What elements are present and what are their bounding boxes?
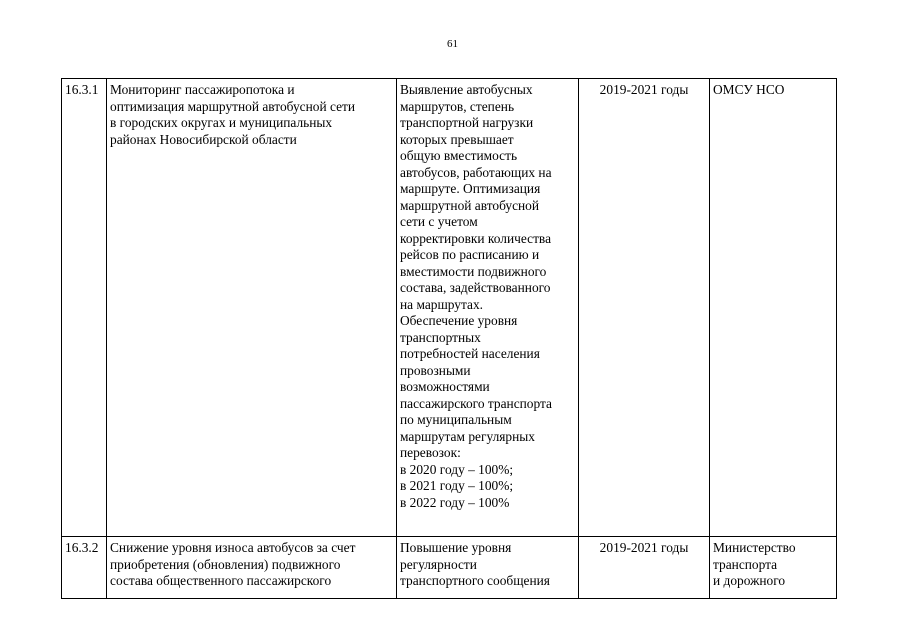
text-line: в 2022 году – 100% [400, 494, 510, 510]
text-line: которых превышает [400, 131, 514, 147]
text-line: провозными [400, 362, 471, 378]
text-line: общую вместимость [400, 148, 518, 163]
page-number: 61 [447, 38, 458, 50]
text-line: ОМСУ НСО [713, 82, 785, 97]
text-line: Обеспечение уровня [400, 313, 518, 328]
row-number: 16.3.1 [62, 79, 107, 537]
text-line: состава, задействованного [400, 280, 551, 295]
text-line: вместимости подвижного [400, 263, 547, 279]
text-line: корректировки количества [400, 230, 552, 246]
text-line: приобретения (обновления) подвижного [110, 556, 341, 572]
plan-table [61, 78, 837, 599]
text-line: сети с учетом [400, 214, 478, 229]
text-line: в 2020 году – 100%; [400, 461, 514, 477]
text-line: маршрутов, степень [400, 98, 515, 114]
text-line: и дорожного [713, 573, 786, 588]
result-cell [397, 79, 579, 537]
text-line: Министерство [713, 540, 796, 555]
text-line: транспорта [713, 556, 778, 572]
text-line: оптимизация маршрутной автобусной сети [110, 98, 356, 114]
table-row [62, 537, 837, 599]
result-cell [397, 537, 579, 599]
text-line: Мониторинг пассажиропотока и [110, 82, 295, 97]
text-line: пассажирского транспорта [400, 395, 552, 411]
text-line: по муниципальным [400, 412, 512, 427]
text-line: маршрутам регулярных [400, 428, 535, 444]
text-line: транспортных [400, 329, 481, 345]
period-cell: 2019-2021 годы [579, 79, 710, 537]
text-line: маршруте. Оптимизация [400, 181, 541, 196]
executor-cell [710, 79, 837, 537]
text-line: возможностями [400, 379, 490, 394]
text-line: регулярности [400, 556, 477, 572]
text-line: автобусов, работающих на [400, 164, 552, 180]
text-line: в городских округах и муниципальных [110, 115, 333, 130]
activity-cell [107, 537, 397, 599]
text-line: маршрутной автобусной [400, 197, 540, 213]
table-row [62, 79, 837, 537]
text-line: Снижение уровня износа автобусов за счет [110, 540, 356, 555]
text-line: Повышение уровня [400, 540, 512, 555]
text-line: транспортного сообщения [400, 573, 550, 588]
row-number: 16.3.2 [62, 537, 107, 599]
text-line: рейсов по расписанию и [400, 247, 540, 262]
text-line: транспортной нагрузки [400, 115, 534, 130]
text-line: состава общественного пассажирского [110, 573, 332, 588]
text-line: перевозок: [400, 445, 461, 460]
text-line: потребностей населения [400, 346, 540, 361]
period-cell: 2019-2021 годы [579, 537, 710, 599]
text-line: районах Новосибирской области [110, 131, 297, 147]
text-line: в 2021 году – 100%; [400, 478, 514, 493]
activity-cell [107, 79, 397, 537]
text-line: Выявление автобусных [400, 82, 533, 97]
executor-cell [710, 537, 837, 599]
text-line: на маршрутах. [400, 296, 484, 312]
